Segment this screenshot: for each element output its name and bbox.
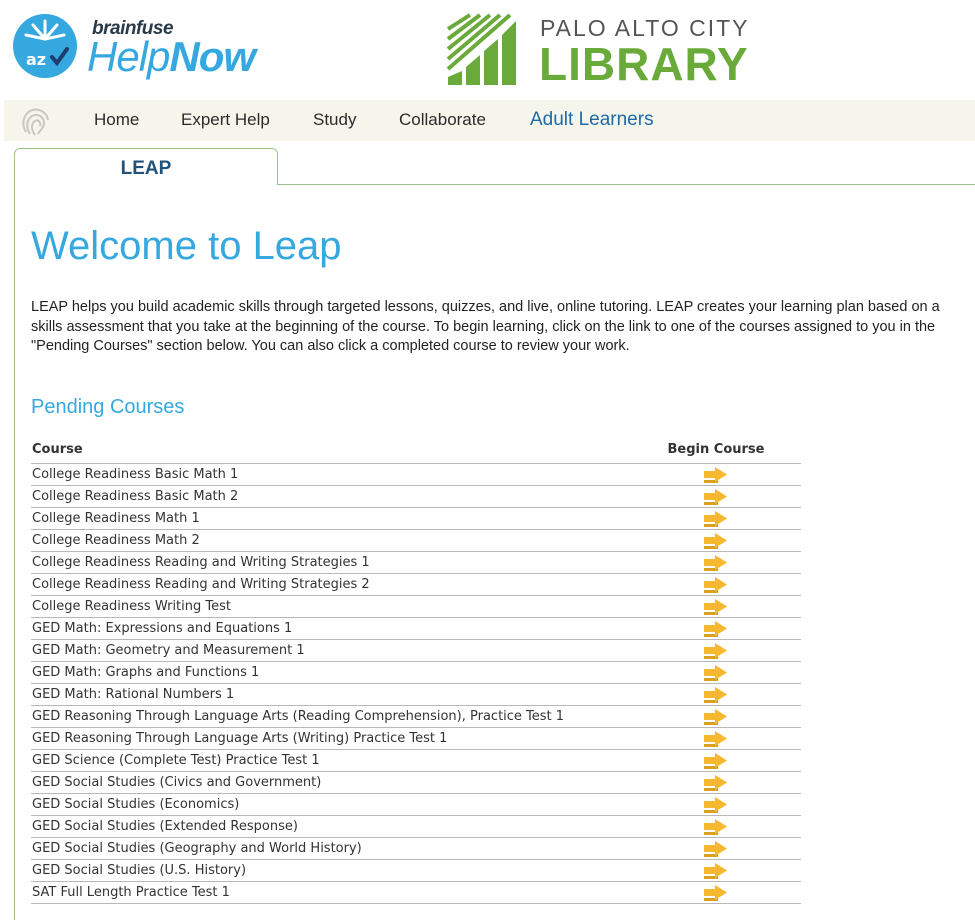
course-link[interactable]: College Readiness Reading and Writing Strategies 2	[32, 576, 370, 592]
course-link[interactable]: GED Reasoning Through Language Arts (Reading Comprehension), Practice Test 1	[32, 708, 565, 724]
course-link[interactable]: GED Social Studies (U.S. History)	[32, 862, 247, 878]
fingerprint-icon	[18, 104, 52, 138]
page-title: Welcome to Leap	[31, 224, 342, 268]
arrow-right-icon[interactable]	[703, 686, 729, 704]
brand-name-helpnow[interactable]	[87, 33, 255, 81]
arrow-right-icon[interactable]	[703, 554, 729, 572]
table-body	[31, 464, 801, 904]
library-name-line2: LIBRARY	[539, 38, 749, 90]
course-link[interactable]: College Readiness Reading and Writing Strategies 1	[32, 554, 370, 570]
brand-help-text: Help	[87, 33, 170, 80]
arrow-right-icon[interactable]	[703, 884, 729, 902]
table-row	[31, 816, 801, 838]
arrow-right-icon[interactable]	[703, 840, 729, 858]
arrow-right-icon[interactable]	[703, 642, 729, 660]
course-link[interactable]: GED Social Studies (Extended Response)	[32, 818, 298, 834]
content-border	[14, 184, 15, 920]
course-link[interactable]: GED Social Studies (Geography and World History)	[32, 840, 362, 856]
course-link[interactable]: GED Social Studies (Civics and Government)	[32, 774, 322, 790]
brand-now-text: Now	[169, 33, 256, 80]
nav-collaborate[interactable]: Collaborate	[399, 110, 486, 129]
course-link[interactable]: GED Math: Graphs and Functions 1	[32, 664, 260, 680]
course-link[interactable]: College Readiness Writing Test	[32, 598, 231, 614]
nav-home[interactable]: Home	[94, 110, 140, 129]
nav-study[interactable]: Study	[313, 110, 357, 129]
course-link[interactable]: GED Math: Geometry and Measurement 1	[32, 642, 305, 658]
pending-courses-heading: Pending Courses	[31, 396, 185, 418]
arrow-right-icon[interactable]	[703, 796, 729, 814]
table-row	[31, 750, 801, 772]
arrow-right-icon[interactable]	[703, 598, 729, 616]
arrow-right-icon[interactable]	[703, 752, 729, 770]
course-link[interactable]: College Readiness Math 1	[32, 510, 200, 526]
arrow-right-icon[interactable]	[703, 576, 729, 594]
table-row	[31, 618, 801, 640]
arrow-right-icon[interactable]	[703, 664, 729, 682]
table-row	[31, 772, 801, 794]
table-row	[31, 838, 801, 860]
course-link[interactable]: College Readiness Math 2	[32, 532, 200, 548]
course-link[interactable]: College Readiness Basic Math 2	[32, 488, 239, 504]
course-link[interactable]: SAT Full Length Practice Test 1	[32, 884, 230, 900]
course-link[interactable]: GED Math: Expressions and Equations 1	[32, 620, 293, 636]
arrow-right-icon[interactable]	[703, 488, 729, 506]
arrow-right-icon[interactable]	[703, 708, 729, 726]
arrow-right-icon[interactable]	[703, 620, 729, 638]
site-header	[0, 0, 975, 100]
table-row	[31, 530, 801, 552]
arrow-right-icon[interactable]	[703, 532, 729, 550]
library-logo-icon[interactable]	[446, 9, 526, 87]
table-row	[31, 574, 801, 596]
nav-expert-help[interactable]: Expert Help	[181, 110, 270, 129]
course-link[interactable]: GED Science (Complete Test) Practice Test 1	[32, 752, 320, 768]
table-row	[31, 486, 801, 508]
table-row	[31, 684, 801, 706]
tab-divider	[276, 184, 975, 185]
course-link[interactable]: GED Social Studies (Economics)	[32, 796, 240, 812]
table-row	[31, 706, 801, 728]
table-row	[31, 662, 801, 684]
table-row	[31, 794, 801, 816]
table-row	[31, 640, 801, 662]
course-link[interactable]: College Readiness Basic Math 1	[32, 466, 239, 482]
brainfuse-logo-icon[interactable]	[12, 13, 78, 79]
pending-courses-table	[31, 440, 801, 904]
intro-paragraph: LEAP helps you build academic skills through targeted lessons, quizzes, and live, online tutoring. LEAP creates your learning plan based on a skills assessment that you take at the beginning of the course. To begin learning, click on the link to one of the courses assigned to you in the "Pending Courses" section below. You can also click a completed course to review your work.	[31, 299, 940, 354]
main-nav	[4, 100, 975, 141]
brand-name-small: brainfuse	[92, 18, 174, 39]
column-header-course: Course	[32, 442, 83, 457]
table-row	[31, 552, 801, 574]
arrow-right-icon[interactable]	[703, 730, 729, 748]
tab-leap-label: LEAP	[120, 158, 172, 179]
table-row	[31, 596, 801, 618]
library-name-line1: PALO ALTO CITY	[540, 15, 750, 41]
arrow-right-icon[interactable]	[703, 510, 729, 528]
table-row	[31, 860, 801, 882]
table-row	[31, 882, 801, 904]
svg-text:az: az	[26, 50, 47, 69]
arrow-right-icon[interactable]	[703, 862, 729, 880]
arrow-right-icon[interactable]	[703, 818, 729, 836]
arrow-right-icon[interactable]	[703, 466, 729, 484]
course-link[interactable]: GED Reasoning Through Language Arts (Writing) Practice Test 1	[32, 730, 448, 746]
arrow-right-icon[interactable]	[703, 774, 729, 792]
table-header-row	[31, 440, 801, 464]
nav-adult-learners[interactable]: Adult Learners	[530, 109, 654, 130]
table-row	[31, 728, 801, 750]
table-row	[31, 508, 801, 530]
course-link[interactable]: GED Math: Rational Numbers 1	[32, 686, 235, 702]
table-row	[31, 464, 801, 486]
column-header-begin-course: Begin Course	[667, 442, 765, 457]
tab-leap[interactable]	[14, 148, 278, 185]
